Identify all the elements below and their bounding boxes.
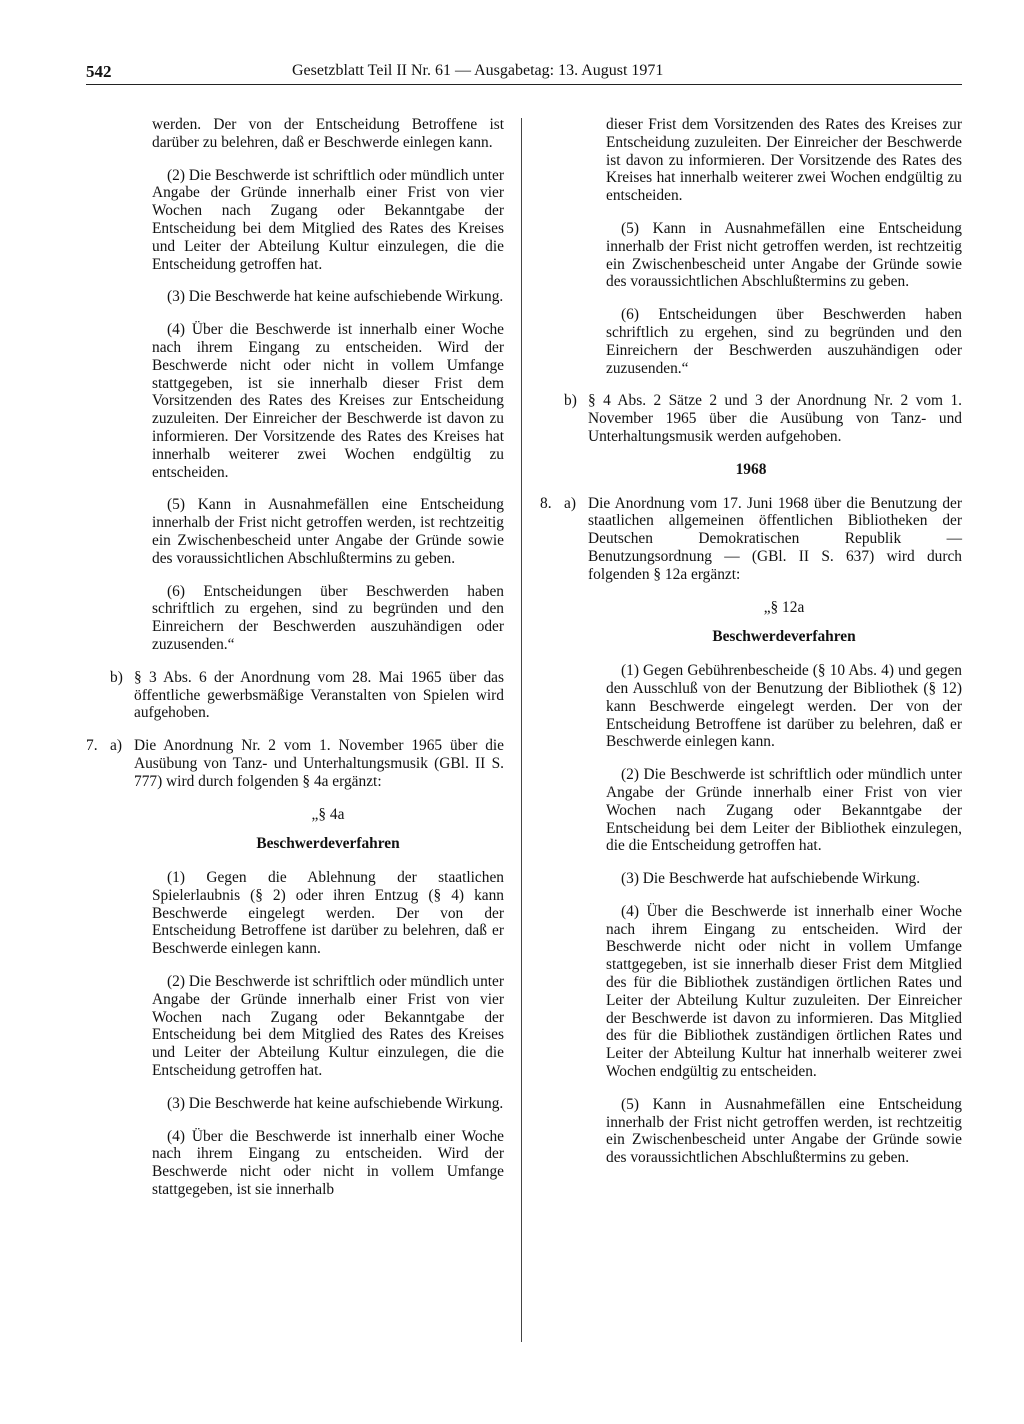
list-item — [86, 737, 504, 790]
paragraph: (3) Die Beschwerde hat keine aufschiebende Wirkung. — [167, 1094, 504, 1112]
item-text: § 3 Abs. 6 der Anordnung vom 28. Mai 1965 über das öffentliche gewerbsmäßige Veranstalten von Spielen wird aufgehoben. — [134, 668, 504, 722]
section-heading: Beschwerdeverfahren — [256, 835, 400, 853]
section-number: „§ 12a — [763, 598, 805, 616]
item-spacer — [86, 669, 110, 722]
paragraph: (2) Die Beschwerde ist schriftlich oder mündlich unter Angabe der Gründe innerhalb einer Frist von vier Wochen nach Zugang oder Bekanntgabe der Entscheidung bei dem Mitglied des Rates des Kreises und Leiter der Abteilung Kultur einzulegen, die die Entscheidung getroffen hat. — [152, 166, 504, 273]
item-label: a) — [564, 494, 576, 512]
item-text: Die Anordnung vom 17. Juni 1968 über die Benutzung der staatlichen allgemeinen öffentlichen Bibliotheken der Deutschen Demokratischen Republik — Benutzungsordnung — (GBl. II S. 637) wird durch folgenden § 12a ergänzt: — [588, 494, 962, 583]
list-item — [540, 495, 962, 584]
paragraph: (5) Kann in Ausnahmefällen eine Entscheidung innerhalb der Frist nicht getroffen werden, ist rechtzeitig ein Zwischenbescheid unter Angabe der Gründe sowie des voraussichtlichen Abschlußtermins zu geben. — [606, 219, 962, 291]
item-text: Die Anordnung Nr. 2 vom 1. November 1965 über die Ausübung von Tanz- und Unterhaltungsmusik (GBl. II S. 777) wird durch folgenden § 4a ergänzt: — [134, 737, 504, 790]
left-column — [86, 116, 504, 1214]
item-number: 8. — [540, 494, 552, 512]
paragraph: (4) Über die Beschwerde ist innerhalb einer Woche nach ihrem Eingang zu entscheiden. Wird der Beschwerde nicht oder nicht in vollem Umfange stattgegeben, ist sie innerhalb dieser Frist dem Vorsitzenden des Rates des Kreises zur Entscheidung zuzuleiten. Der Einreicher der Beschwerde ist davon zu informieren. Der Vorsitzende des Rates des Kreises hat innerhalb weiterer zwei Wochen endgültig zu entscheiden. — [152, 321, 504, 481]
item-label: b) — [564, 392, 577, 410]
header-title: Gesetzblatt Teil II Nr. 61 — Ausgabetag: 13. August 1971 — [292, 62, 664, 79]
list-item — [86, 669, 504, 722]
item-text: § 4 Abs. 2 Sätze 2 und 3 der Anordnung Nr. 2 vom 1. November 1965 über die Ausübung von Tanz- und Unterhaltungsmusik werden aufgehoben. — [588, 392, 962, 445]
paragraph: (1) Gegen die Ablehnung der staatlichen Spielerlaubnis (§ 2) oder ihren Entzug (§ 4) kann Beschwerde eingelegt werden. Der von der Entscheidung Betroffene ist darüber zu belehren, daß er Beschwerde einlegen kann. — [152, 869, 504, 958]
paragraph: (2) Die Beschwerde ist schriftlich oder mündlich unter Angabe der Gründe innerhalb einer Frist von vier Wochen nach Zugang oder Bekanntgabe der Entscheidung bei dem Mitglied des Rates des Kreises und Leiter der Abteilung Kultur einzulegen, die die Entscheidung getroffen hat. — [152, 973, 504, 1080]
paragraph: werden. Der von der Entscheidung Betroffene ist darüber zu belehren, daß er Beschwerde einlegen kann. — [152, 116, 504, 151]
section-number: „§ 4a — [311, 805, 345, 823]
item-label: b) — [110, 668, 123, 686]
paragraph: (6) Entscheidungen über Beschwerden haben schriftlich zu ergehen, sind zu begründen und den Einreichern der Beschwerden auszuhändigen oder zuzusenden.“ — [606, 306, 962, 377]
item-number: 7. — [86, 737, 98, 755]
paragraph: (4) Über die Beschwerde ist innerhalb einer Woche nach ihrem Eingang zu entscheiden. Wird der Beschwerde nicht oder nicht in vollem Umfange stattgegeben, ist sie innerhalb dieser Frist dem Mitglied des für die Bibliothek zuständigen örtlichen Rates und Leiter der Abteilung Kultur zuzuleiten. Der Einreicher der Beschwerde ist davon zu informieren. Das Mitglied des für die Bibliothek zuständigen örtlichen Rates und Leiter der Abteilung Kultur hat innerhalb weiterer zwei Wochen endgültig zu entscheiden. — [606, 902, 962, 1081]
paragraph: dieser Frist dem Vorsitzenden des Rates des Kreises zur Entscheidung zuzuleiten. Der Einreicher der Beschwerde ist davon zu informieren. Der Vorsitzende des Rates des Kreises hat innerhalb weiterer zwei Wochen endgültig zu entscheiden. — [606, 116, 962, 205]
paragraph: (5) Kann in Ausnahmefällen eine Entscheidung innerhalb der Frist nicht getroffen werden, ist rechtzeitig ein Zwischenbescheid unter Angabe der Gründe sowie des voraussichtlichen Abschlußtermins zu geben. — [152, 496, 504, 567]
right-column — [540, 116, 962, 1182]
item-spacer — [540, 392, 564, 445]
paragraph: (1) Gegen Gebührenbescheide (§ 10 Abs. 4) und gegen den Ausschluß von der Benutzung der Bibliothek (§ 12) kann Beschwerde eingelegt werden. Der von der Entscheidung Betroffene ist darüber zu belehren, daß er Beschwerde einlegen kann. — [606, 662, 962, 751]
item-label: a) — [110, 737, 122, 755]
paragraph: (6) Entscheidungen über Beschwerden haben schriftlich zu ergehen, sind zu begründen und den Einreichern der Beschwerden auszuhändigen oder zuzusenden.“ — [152, 582, 504, 653]
page-number: 542 — [86, 62, 112, 81]
section-heading: Beschwerdeverfahren — [712, 628, 856, 646]
paragraph: (5) Kann in Ausnahmefällen eine Entscheidung innerhalb der Frist nicht getroffen werden, ist rechtzeitig ein Zwischenbescheid unter Angabe der Gründe sowie des voraussichtlichen Abschlußtermins zu geben. — [606, 1095, 962, 1167]
page-header — [86, 62, 962, 85]
paragraph: (3) Die Beschwerde hat aufschiebende Wirkung. — [621, 870, 921, 888]
paragraph: (3) Die Beschwerde hat keine aufschiebende Wirkung. — [167, 288, 504, 306]
list-item — [540, 392, 962, 445]
year-heading: 1968 — [735, 460, 767, 478]
column-divider — [521, 118, 522, 1342]
paragraph: (2) Die Beschwerde ist schriftlich oder mündlich unter Angabe der Gründe innerhalb einer Frist von vier Wochen nach Zugang oder Bekanntgabe der Entscheidung bei dem Leiter der Bibliothek einzulegen, die die Entscheidung getroffen hat. — [606, 766, 962, 855]
paragraph: (4) Über die Beschwerde ist innerhalb einer Woche nach ihrem Eingang zu entscheiden. Wird der Beschwerde nicht oder nicht in vollem Umfange stattgegeben, ist sie innerhalb — [152, 1127, 504, 1199]
